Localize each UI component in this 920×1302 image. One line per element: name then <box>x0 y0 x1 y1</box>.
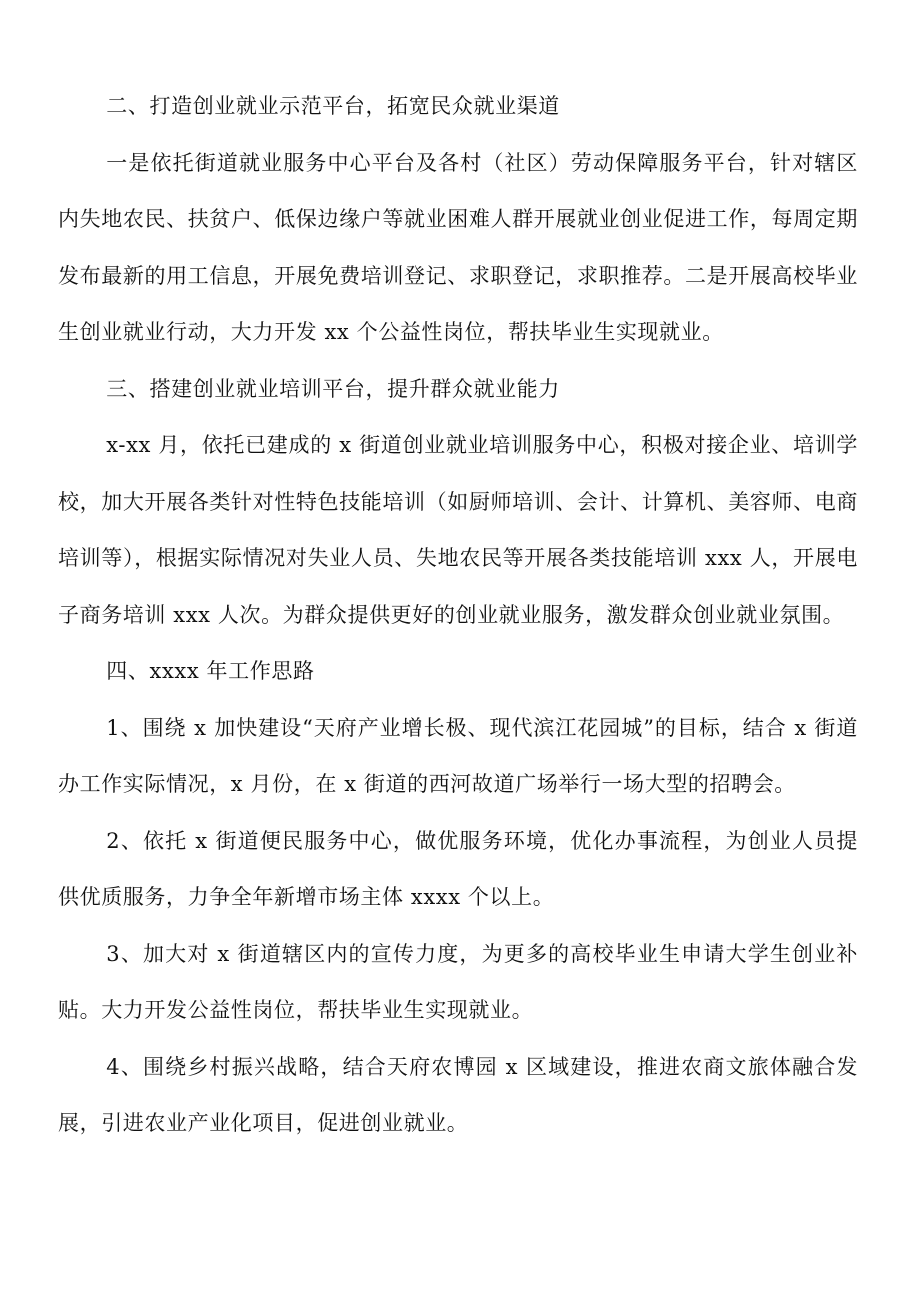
paragraph-plan-item-1: 1、围绕 x 加快建设“天府产业增长极、现代滨江花园城”的目标，结合 x 街道办工作实际情况，x 月份，在 x 街道的西河故道广场举行一场大型的招聘会。 <box>58 715 858 796</box>
paragraph-plan-item-3: 3、加大对 x 街道辖区内的宣传力度，为更多的高校毕业生申请大学生创业补贴。大力开发公益性岗位，帮扶毕业生实现就业。 <box>58 941 858 1022</box>
section-heading-2: 二、打造创业就业示范平台，拓宽民众就业渠道 <box>106 94 560 118</box>
paragraph-training-center: x-xx 月，依托已建成的 x 街道创业就业培训服务中心，积极对接企业、培训学校，加大开展各类针对性特色技能培训（如厨师培训、会计、计算机、美容师、电商培训等），根据实际情况对失业人员、失地农民等开展各类技能培训 xxx 人，开展电子商务培训 xxx 人次。为群众提供更好的创业就业服务，激发群众创业就业氛围。 <box>58 433 858 627</box>
paragraph-platform-services: 一是依托街道就业服务中心平台及各村（社区）劳动保障服务平台，针对辖区内失地农民、扶贫户、低保边缘户等就业困难人群开展就业创业促进工作，每周定期发布最新的用工信息，开展免费培训登记、求职登记，求职推荐。二是开展高校毕业生创业就业行动，大力开发 xx 个公益性岗位，帮扶毕业生实现就业。 <box>58 150 858 344</box>
paragraph-plan-item-4: 4、围绕乡村振兴战略，结合天府农博园 x 区域建设，推进农商文旅体融合发展，引进农业产业化项目，促进创业就业。 <box>58 1054 858 1135</box>
paragraph-plan-item-2: 2、依托 x 街道便民服务中心，做优服务环境，优化办事流程，为创业人员提供优质服务，力争全年新增市场主体 xxxx 个以上。 <box>58 828 858 909</box>
section-heading-4: 四、xxxx 年工作思路 <box>106 659 315 683</box>
document-body <box>58 78 858 1152</box>
section-heading-3: 三、搭建创业就业培训平台，提升群众就业能力 <box>106 376 560 401</box>
